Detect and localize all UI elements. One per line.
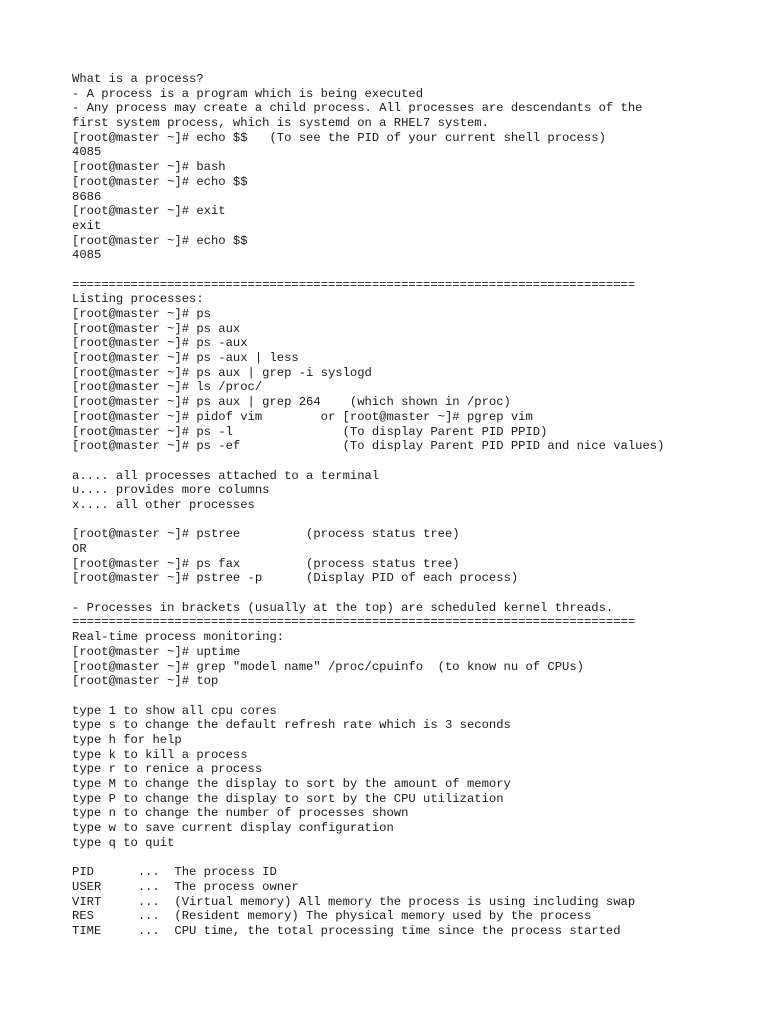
text-line: [root@master ~]# echo $$ (To see the PID of your current shell process) [72, 130, 606, 145]
blank-line [72, 454, 712, 469]
text-line: [root@master ~]# top [72, 674, 219, 689]
text-line: RES ... (Resident memory) The physical memory used by the process [72, 909, 592, 924]
text-line: 4085 [72, 248, 102, 263]
text-line: What is a process? [72, 72, 204, 86]
text-line: [root@master ~]# ps aux | grep 264 (which shown in /proc) [72, 395, 511, 410]
text-line: [root@master ~]# ls /proc/ [72, 380, 263, 395]
text-line: type s to change the default refresh rate which is 3 seconds [72, 718, 511, 733]
blank-line [72, 263, 712, 278]
text-line: Listing processes: [72, 292, 204, 307]
text-line: exit [72, 218, 102, 233]
text-line: [root@master ~]# echo $$ [72, 233, 248, 248]
text-line: OR [72, 542, 87, 556]
text-line: type q to quit [72, 835, 175, 850]
text-line: type h for help [72, 732, 182, 747]
text-line: [root@master ~]# pstree -p (Display PID of each process) [72, 571, 519, 586]
text-line: VIRT ... (Virtual memory) All memory the process is using including swap [72, 894, 636, 909]
text-line: [root@master ~]# ps -aux | less [72, 351, 299, 366]
text-line: - Processes in brackets (usually at the top) are scheduled kernel threads. [72, 600, 614, 615]
text-line: [root@master ~]# pstree (process status tree) [72, 527, 460, 542]
text-line: a.... all processes attached to a terminal [72, 468, 380, 483]
text-line: type k to kill a process [72, 747, 248, 762]
text-line: type P to change the display to sort by the CPU utilization [72, 791, 504, 806]
text-line: - Any process may create a child process. All processes are descendants of the [72, 101, 643, 116]
text-line: [root@master ~]# ps [72, 307, 211, 321]
text-line: ============================================================================= [72, 615, 636, 630]
text-line: x.... all other processes [72, 497, 255, 512]
text-line: [root@master ~]# uptime [72, 644, 241, 659]
text-line: ============================================================================= [72, 277, 636, 292]
text-line: 8686 [72, 189, 102, 204]
text-line: [root@master ~]# grep "model name" /proc/cpuinfo (to know nu of CPUs) [72, 659, 584, 674]
text-line: type 1 to show all cpu cores [72, 703, 277, 718]
text-line: - A process is a program which is being executed [72, 86, 424, 101]
text-line: type w to save current display configuration [72, 821, 394, 836]
text-line: USER ... The process owner [72, 879, 299, 894]
text-line: [root@master ~]# ps aux | grep -i syslogd [72, 365, 372, 380]
text-line: [root@master ~]# ps -l (To display Parent PID PPID) [72, 424, 548, 439]
text-line: 4085 [72, 145, 102, 160]
text-line: [root@master ~]# echo $$ [72, 174, 248, 189]
blank-line [72, 513, 712, 528]
text-line: [root@master ~]# ps fax (process status tree) [72, 556, 460, 571]
text-line: u.... provides more columns [72, 483, 270, 498]
text-line: [root@master ~]# pidof vim or [root@master ~]# pgrep vim [72, 409, 533, 424]
document-page [72, 72, 712, 939]
text-line: [root@master ~]# ps -ef (To display Parent PID PPID and nice values) [72, 439, 665, 454]
blank-line [72, 850, 712, 865]
text-line: type M to change the display to sort by the amount of memory [72, 777, 511, 791]
text-line: type r to renice a process [72, 762, 263, 777]
text-line: type n to change the number of processes shown [72, 806, 409, 821]
text-line: first system process, which is systemd on a RHEL7 system. [72, 116, 489, 131]
text-line: [root@master ~]# ps -aux [72, 336, 248, 351]
blank-line [72, 689, 712, 704]
text-line: PID ... The process ID [72, 865, 277, 880]
text-line: TIME ... CPU time, the total processing time since the process started [72, 923, 621, 938]
text-line: [root@master ~]# bash [72, 160, 226, 175]
text-line: [root@master ~]# exit [72, 204, 226, 219]
text-line: [root@master ~]# ps aux [72, 321, 241, 336]
text-line: Real-time process monitoring: [72, 630, 285, 645]
blank-line [72, 586, 712, 601]
